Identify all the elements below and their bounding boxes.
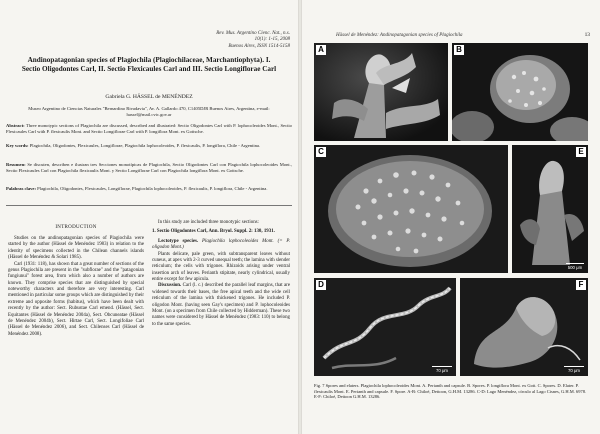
plate-f-label: F [576,280,586,290]
journal-header-line3: Buenos Aires, ISSN 1514-5158 [228,43,290,49]
plate-a [314,43,448,141]
intro-paragraph-2: Carl (1931: 118), has shown that a great number of sections of the genus Plagiochila are present in the "subflorae" and the "patagonian fungiunui" forest area, from which also a number of authors are known. They comprise species that are distinguished by special noteworthy characters and therefore are very interesting. Carl mentioned in particular some groups which are distinguished by their extreme and opposite forms (habitus), which have been dealt with recently by the author: Sect. Rubustae Carl emend. (Hässel, Sect. Equitantes (Hässel de Menéndez 2004a), Sect. Obcuneatae (Hässel de Menéndez 2004b), Sect. Hirtae Carl, Sect. Longifoliae Carl (Hässel de Menéndez 2006), and Sect. Chilenses Carl (Hässel de Menéndez 2008). [8,261,144,337]
article-author: Gabriela G. HÄSSEL de MENÉNDEZ [105,94,193,100]
article-title: Andinopatagonian species of Plagiochila (Plagiochilaceae, Marchantiophyta). I. Sectio Oligodontes Carl, II. Sectio Flexicaules Carl and III. Sectio Longiflorae Carl [21,56,277,73]
plate-b-label: B [454,45,464,55]
discussion-paragraph [152,283,290,328]
plate-d-image [314,278,456,376]
running-head: Hässel de Menéndez: Andinopatagonian species of Plagiochila [336,33,463,38]
plate-c-label: C [316,147,326,157]
figure-caption: Fig. 7 Spores and elaters. Plagiochila lophocoleoides Mont. A. Perianth and capsule. B. Spores. P. longiflora Mont. ex Gott. C. Spores. D. Elater. P. flexicaulis Mont. E. Perianth and capsule. F. Spore. A-B: Chiloé, Dettoon, G.H.M. 13286. C-D: Lago Menéndez, círculo al Lago Cisnes, G.H.M. 6978. E-F: Chiloé, Dettoon G.H.M. 13286. [314,383,587,400]
section-divider [6,205,292,206]
plate-f-image [460,278,588,376]
lectotype-paragraph [152,239,290,252]
page-number: 13 [584,32,590,38]
plate-e [512,145,588,273]
abstract-label: Abstract: [6,123,25,128]
intro-paragraph-1: Studies on the andinopatagonian species of Plagiochila were started by the author (Hässel de Menéndez 1983) in relation to the identity of specimens collected in the Chilean channels islands (Hässel de Menéndez & Solari 1985). [8,236,144,261]
plate-f [460,278,588,376]
abstract-text: Three monotypic sections of Plagiochila are discussed, described and illustrated: Sectio Oligodontes Carl with P. lophocoleoides Mont., Sectio Flexicaules Carl with P. flexicaulis Mont. and Sectio Longiflorae Carl with P. longiflora Mont. ex Gottsche. [6,123,292,134]
plate-d-scale-text: 70 μm [435,368,449,373]
affiliation: Museo Argentino de Ciencias Naturales "Bernardino Rivadavia", Av. A. Gallardo 470, C1405DJR Buenos Aires, Argentina, e-mail: hassel@mail.cvtc.gov.ar [28,106,270,117]
palabras-label: Palabras clave: [6,186,36,191]
lectotype-text: Plagiochila lophocoleoides Mont. (= P. oligodon Mont.) [152,238,290,251]
lectotype-label: Lectotype species. [158,238,199,244]
journal-header-line1: Rev. Mus. Argentino Cienc. Nat., n.s. [216,31,290,36]
column2-intro: In this study are included three monotypic sections: [158,220,259,225]
palabras-clave [6,186,292,192]
abstract [6,123,292,134]
intro-heading: INTRODUCTION [55,225,97,230]
plate-c-image [314,145,508,273]
discussion-label: Discussion. [158,283,182,289]
keywords-text: Plagiochila, Oligodontes, Flexicaules, Longiflorae, Plagiochila lophocoleoides, P. flexicaulis, P. longiflora, Chile - Argentina. [29,143,261,148]
palabras-text: Plagiochila, Oligodontes, Flexicaules, Longiflorae, Plagiochila lophocoleoides, P. flexicaulis, P. longiflora, Chile - Argentina. [37,186,268,191]
plate-b-image [452,43,588,141]
plate-e-image [512,145,588,273]
resumen-text: Se discuten, describen e ilustran tres Secciones monotípicas de Plagiochila, Sectio Oligodontes Carl con Plagiochila lophocoleoides Mont., Sectio Flexicaules Carl con Plagiochila flexicaulis Mont. y Sectio Longiflorae Carl con Plagiochila longiflora Mont. ex Gottsche. [6,162,292,173]
keywords-label: Key words: [6,143,29,148]
journal-header [150,31,290,50]
plate-a-label: A [316,45,326,55]
journal-header-line2: 10(1): 1-15, 2008 [254,37,290,43]
resumen [6,162,292,173]
plate-b [452,43,588,141]
left-page [0,0,298,434]
sectio-oligodontes-heading: 1. Sectio Oligodontes Carl, Ann. Bryol. Suppl. 2: 130, 1931. [152,229,275,235]
second-column [152,220,290,328]
plate-e-label: E [576,147,586,157]
plate-d-label: D [316,280,326,290]
plate-d [314,278,456,376]
resumen-label: Resumen: [6,162,26,167]
plate-f-scale-text: 70 μm [567,368,581,373]
intro-column [8,236,144,338]
plate-c [314,145,508,273]
plate-a-image [314,43,448,141]
plate-e-scale-bar [566,263,584,271]
right-page [302,0,600,434]
keywords [6,143,292,149]
plate-e-scale-text: 500 μm [567,265,583,270]
discussion-text: Carl (l. c.) described the parallel leaf margins, that are widened towards their bases, the free apical teeth and the wide cell reticulum of the lamina with thickened trigones. He included P. oligodon Mont. (having seen Gay's specimen) and P. lophocoleoides Mont. (on a specimen from Chile collected by Hidderman). These two names were considered by Hässel de Menéndez (1983: 110) to belong to the same species. [152,283,290,327]
description-paragraph: Plants delicate, pale green, with subtransparent leaves without cuneus, at apex with 2-3 curved unequal teeth; the lamina with slender reticulum; the cells with trigones. Rhizoids arising under ventral insertion arch of leaves. Perianth stipitate, nearly cylindrical, usually entire except for few apicula. [152,251,290,282]
plate-d-scale-bar [432,366,452,374]
plate-f-scale-bar [564,366,584,374]
